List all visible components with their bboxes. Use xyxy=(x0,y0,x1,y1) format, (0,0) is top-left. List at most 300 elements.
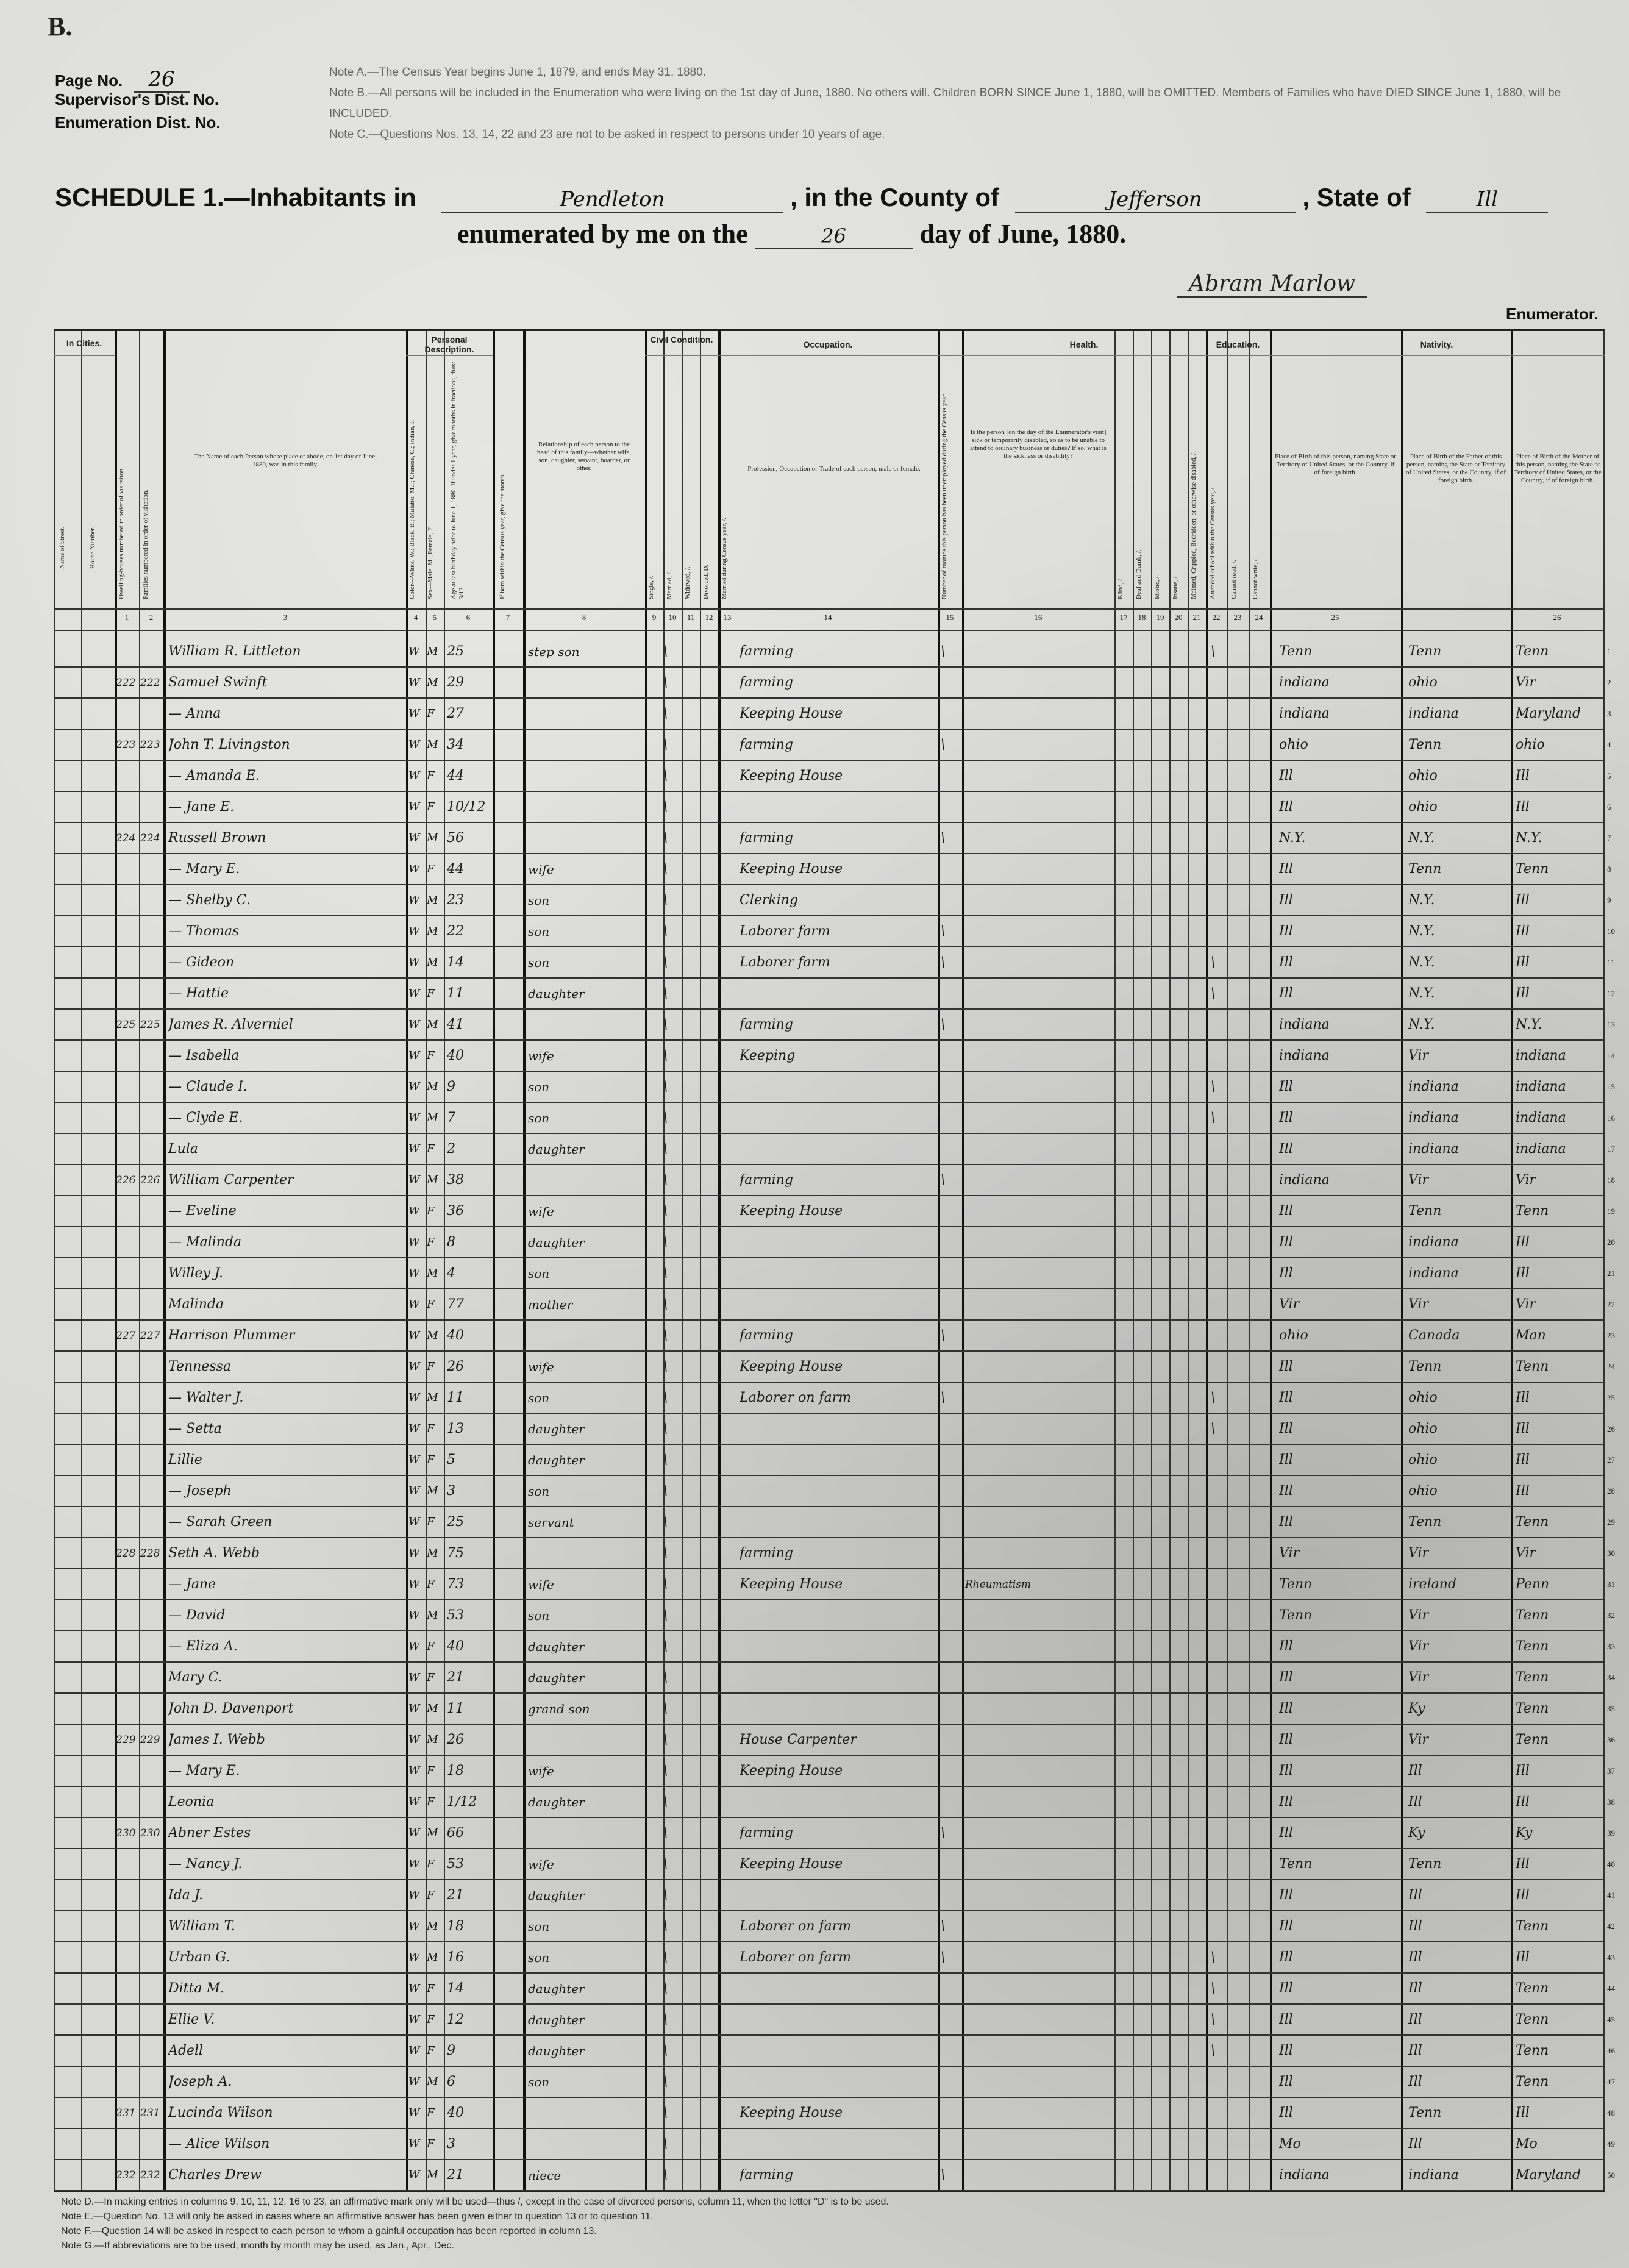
cell-age: 18 xyxy=(447,1919,464,1934)
cell-name: — Jane E. xyxy=(168,799,235,815)
cell-sch xyxy=(1211,1693,1227,1725)
line-number: 47 xyxy=(1607,2077,1615,2086)
cell-fbp: indiana xyxy=(1408,2167,1459,2183)
cell-sch xyxy=(1211,1227,1227,1258)
cell-age: 40 xyxy=(447,2105,464,2120)
column-number: 20 xyxy=(1174,613,1183,622)
cell-mbp: Ill xyxy=(1516,2105,1530,2120)
cell-fbp: N.Y. xyxy=(1408,924,1435,939)
cell-occ xyxy=(740,1880,935,1911)
cell-mbp: indiana xyxy=(1516,1048,1566,1063)
cell-civ: \ xyxy=(663,1048,668,1063)
line-number: 4 xyxy=(1607,740,1611,749)
cell-dw: 229 xyxy=(116,1734,136,1746)
cell-sch xyxy=(1211,1289,1227,1321)
table-row xyxy=(54,1133,1615,1165)
table-row xyxy=(54,947,1615,979)
cell-fam xyxy=(140,885,162,916)
cell-mbp: N.Y. xyxy=(1516,1017,1542,1032)
cell-bp: Ill xyxy=(1279,768,1293,783)
cell-sick xyxy=(965,1320,1111,1352)
cell-occ xyxy=(740,1258,935,1289)
cell-mbp: Tenn xyxy=(1516,1919,1549,1934)
cell-unemp xyxy=(941,1258,960,1289)
cell-sex: M xyxy=(427,1391,438,1404)
group-health: Health. xyxy=(1069,340,1099,349)
colhead-single: Single, /. xyxy=(647,575,655,599)
cell-sick xyxy=(965,1040,1111,1072)
cell-sch: \ xyxy=(1211,1110,1216,1125)
cell-name: — Anna xyxy=(168,706,221,721)
cell-occ xyxy=(740,1600,935,1631)
cell-age: 73 xyxy=(447,1577,464,1592)
cell-mbp: Tenn xyxy=(1516,644,1549,659)
cell-sex: M xyxy=(427,1920,438,1933)
cell-sch xyxy=(1211,1351,1227,1383)
cell-sick xyxy=(965,1413,1111,1445)
cell-bp: Ill xyxy=(1279,1514,1293,1530)
cell-fam: 228 xyxy=(140,1547,160,1560)
cell-sex: F xyxy=(427,1858,435,1870)
line-number: 6 xyxy=(1607,802,1611,811)
cell-name: — Joseph xyxy=(168,1483,232,1499)
cell-civ: \ xyxy=(663,1483,668,1499)
cell-color: W xyxy=(408,769,420,782)
cell-sch xyxy=(1211,667,1227,699)
cell-civ: \ xyxy=(663,1608,668,1623)
cell-sex: F xyxy=(427,1298,435,1311)
line-number: 21 xyxy=(1607,1269,1615,1278)
cell-age: 2 xyxy=(447,1141,455,1157)
cell-dw xyxy=(116,1973,138,2005)
cell-rel: wife xyxy=(528,1360,554,1374)
cell-rel: daughter xyxy=(528,1235,585,1250)
cell-occ: Keeping House xyxy=(740,1359,843,1374)
line-number: 20 xyxy=(1607,1238,1615,1247)
cell-unemp: \ xyxy=(941,924,946,939)
cell-name: Lula xyxy=(168,1141,198,1157)
line-number: 50 xyxy=(1607,2170,1615,2180)
cell-mbp: Tenn xyxy=(1516,2012,1549,2027)
cell-occ: Keeping House xyxy=(740,1577,843,1592)
cell-dw xyxy=(116,1071,138,1103)
cell-color: W xyxy=(408,1329,420,1342)
cell-dw: 230 xyxy=(116,1827,136,1839)
cell-name: — Mary E. xyxy=(168,861,240,877)
cell-fam xyxy=(140,1507,162,1538)
cell-sex: F xyxy=(427,1671,435,1684)
table-row xyxy=(54,2066,1615,2098)
table-row xyxy=(54,2128,1615,2160)
cell-dw: 224 xyxy=(116,832,136,844)
cell-sick xyxy=(965,1227,1111,1258)
colhead-cannot-write: Cannot write, /. xyxy=(1252,557,1259,599)
cell-age: 3 xyxy=(447,1483,455,1499)
cell-name: Urban G. xyxy=(168,1950,230,1965)
cell-sick xyxy=(965,698,1111,730)
cell-bp: indiana xyxy=(1279,675,1330,690)
colhead-house: House Number. xyxy=(89,526,96,569)
cell-color: W xyxy=(408,1205,420,1218)
cell-unemp xyxy=(941,978,960,1010)
cell-fbp: ohio xyxy=(1408,1452,1438,1467)
cell-color: W xyxy=(408,1827,420,1839)
colhead-mother-birthplace: Place of Birth of the Mother of this person, naming the State or Territory of United States, or the Country, if of foreign birth. xyxy=(1514,453,1602,484)
cell-sex: F xyxy=(427,1049,435,1062)
cell-age: 53 xyxy=(447,1856,464,1872)
group-education: Education. xyxy=(1216,340,1260,349)
cell-age: 23 xyxy=(447,893,464,908)
cell-rel: servant xyxy=(528,1515,574,1530)
cell-sick xyxy=(965,978,1111,1010)
note-c: Note C.—Questions Nos. 13, 14, 22 and 23 are not to be asked in respect to persons under 10 years of age. xyxy=(329,128,885,141)
cell-color: W xyxy=(408,1889,420,1902)
cell-mbp: Ill xyxy=(1516,1452,1530,1467)
cell-fam xyxy=(140,854,162,885)
cell-sick xyxy=(965,791,1111,823)
cell-sick xyxy=(965,2066,1111,2098)
cell-mbp: Ill xyxy=(1516,768,1530,783)
cell-bp: Ill xyxy=(1279,1919,1293,1934)
cell-occ: farming xyxy=(740,1328,793,1343)
line-number: 37 xyxy=(1607,1766,1615,1775)
cell-sick xyxy=(965,1475,1111,1507)
cell-unemp xyxy=(941,1569,960,1600)
line-number: 30 xyxy=(1607,1549,1615,1558)
cell-unemp xyxy=(941,2128,960,2160)
cell-occ xyxy=(740,1693,935,1725)
cell-sick xyxy=(965,1507,1111,1538)
cell-sex: F xyxy=(427,1516,435,1528)
cell-fbp: Vir xyxy=(1408,1639,1429,1654)
column-number: 12 xyxy=(705,613,713,622)
line-number: 34 xyxy=(1607,1673,1615,1682)
cell-occ xyxy=(740,2066,935,2098)
cell-color: W xyxy=(408,1143,420,1155)
column-number: 8 xyxy=(582,613,586,622)
cell-fbp: N.Y. xyxy=(1408,893,1435,908)
cell-bp: Ill xyxy=(1279,799,1293,815)
cell-color: W xyxy=(408,1858,420,1870)
cell-fbp: Ky xyxy=(1408,1825,1425,1841)
cell-unemp xyxy=(941,1724,960,1756)
cell-rel: niece xyxy=(528,2168,561,2183)
cell-rel: daughter xyxy=(528,1639,585,1654)
cell-unemp xyxy=(941,1475,960,1507)
cell-dw xyxy=(116,978,138,1010)
cell-name: Lucinda Wilson xyxy=(168,2105,273,2120)
cell-rel: daughter xyxy=(528,1453,585,1467)
cell-mbp: Ill xyxy=(1516,799,1530,815)
cell-name: William Carpenter xyxy=(168,1172,294,1188)
cell-name: Harrison Plummer xyxy=(168,1328,295,1343)
cell-bp: indiana xyxy=(1279,1017,1330,1032)
line-number: 19 xyxy=(1607,1207,1615,1216)
cell-name: — David xyxy=(168,1608,226,1623)
cell-sex: F xyxy=(427,863,435,875)
cell-fam xyxy=(140,2066,162,2098)
cell-civ: \ xyxy=(663,1172,668,1188)
cell-mbp: Vir xyxy=(1516,1297,1536,1312)
cell-name: — Shelby C. xyxy=(168,893,251,908)
cell-fbp: indiana xyxy=(1408,1141,1459,1157)
cell-occ: Keeping House xyxy=(740,861,843,877)
cell-color: W xyxy=(408,1733,420,1746)
cell-sick xyxy=(965,667,1111,699)
cell-fbp: Tenn xyxy=(1408,1204,1442,1219)
table-row xyxy=(54,1351,1615,1383)
cell-color: W xyxy=(408,2075,420,2088)
cell-sch xyxy=(1211,760,1227,792)
cell-bp: Ill xyxy=(1279,986,1293,1001)
cell-bp: Tenn xyxy=(1279,644,1313,659)
cell-bp: indiana xyxy=(1279,706,1330,721)
cell-fam xyxy=(140,791,162,823)
cell-dw: 222 xyxy=(116,677,136,689)
cell-unemp: \ xyxy=(941,830,946,846)
cell-fbp: indiana xyxy=(1408,1235,1459,1250)
group-nativity: Nativity. xyxy=(1420,340,1453,349)
cell-bp: N.Y. xyxy=(1279,830,1306,846)
column-number: 6 xyxy=(466,613,471,622)
cell-mbp: Ill xyxy=(1516,1235,1530,1250)
cell-rel: daughter xyxy=(528,986,585,1001)
cell-bp: Ill xyxy=(1279,1359,1293,1374)
line-number: 26 xyxy=(1607,1424,1615,1433)
cell-fam xyxy=(140,1444,162,1476)
cell-rel: son xyxy=(528,1950,550,1965)
cell-sick xyxy=(965,1071,1111,1103)
table-row xyxy=(54,1662,1615,1694)
line-number: 16 xyxy=(1607,1113,1615,1122)
cell-sex: M xyxy=(427,738,438,751)
cell-occ: farming xyxy=(740,1017,793,1032)
cell-age: 75 xyxy=(447,1546,464,1561)
cell-occ: farming xyxy=(740,1172,793,1188)
cell-rel: grand son xyxy=(528,1702,590,1716)
schedule-heading xyxy=(55,183,1548,213)
table-row xyxy=(54,1196,1615,1227)
cell-color: W xyxy=(408,863,420,875)
cell-bp: Ill xyxy=(1279,1235,1293,1250)
cell-civ: \ xyxy=(663,1577,668,1592)
cell-civ: \ xyxy=(663,1235,668,1250)
line-number: 23 xyxy=(1607,1331,1615,1340)
cell-rel: daughter xyxy=(528,1422,585,1436)
cell-sick xyxy=(965,1662,1111,1694)
table-row xyxy=(54,822,1611,854)
cell-sch xyxy=(1211,1475,1227,1507)
cell-occ: Keeping House xyxy=(740,768,843,783)
cell-dw xyxy=(116,1258,138,1289)
cell-age: 40 xyxy=(447,1639,464,1654)
cell-dw: 232 xyxy=(116,2169,136,2181)
cell-sick xyxy=(965,947,1111,979)
cell-name: — Sarah Green xyxy=(168,1514,273,1530)
cell-name: William R. Littleton xyxy=(168,644,301,659)
cell-civ: \ xyxy=(663,1981,668,1996)
cell-fam xyxy=(140,698,162,730)
cell-dw xyxy=(116,2035,138,2067)
cell-dw xyxy=(116,760,138,792)
cell-sex: F xyxy=(427,769,435,782)
cell-bp: Ill xyxy=(1279,1204,1293,1219)
cell-name: Ida J. xyxy=(168,1888,203,1903)
cell-sch xyxy=(1211,916,1227,947)
cell-sex: M xyxy=(427,956,438,969)
cell-mbp: Mo xyxy=(1516,2136,1538,2152)
header-labels xyxy=(55,67,221,137)
cell-age: 21 xyxy=(447,1670,464,1685)
footnote-e: Note E.—Question No. 13 will only be asked in cases where an affirmative answer has been given either to question 13 or to question 11. xyxy=(61,2211,654,2222)
cell-unemp xyxy=(941,1693,960,1725)
cell-color: W xyxy=(408,645,420,658)
cell-mbp: Ill xyxy=(1516,955,1530,970)
group-occupation: Occupation. xyxy=(803,340,853,349)
cell-bp: Ill xyxy=(1279,1794,1293,1810)
cell-bp: Tenn xyxy=(1279,1608,1313,1623)
table-row xyxy=(54,1320,1615,1352)
cell-sick xyxy=(965,854,1111,885)
cell-name: Malinda xyxy=(168,1297,224,1312)
cell-dw xyxy=(116,1600,138,1631)
cell-sch xyxy=(1211,1507,1227,1538)
cell-color: W xyxy=(408,1049,420,1062)
cell-dw xyxy=(116,1631,138,1663)
column-number: 14 xyxy=(824,613,832,622)
cell-color: W xyxy=(408,1702,420,1715)
cell-civ: \ xyxy=(663,2136,668,2152)
cell-rel: daughter xyxy=(528,1142,585,1157)
cell-mbp: Penn xyxy=(1516,1577,1550,1592)
colhead-maimed: Maimed, Crippled, Bedridden, or otherwise disabled, /. xyxy=(1190,451,1197,599)
cell-bp: Tenn xyxy=(1279,1577,1313,1592)
table-row xyxy=(54,1911,1615,1942)
footnote-f: Note F.—Question 14 will be asked in respect to each person to whom a gainful occupation has been reported in column 13. xyxy=(61,2226,597,2236)
cell-rel: step son xyxy=(528,644,580,659)
cell-fam xyxy=(140,1880,162,1911)
cell-color: W xyxy=(408,1174,420,1186)
cell-bp: Vir xyxy=(1279,1297,1300,1312)
cell-mbp: Tenn xyxy=(1516,2043,1549,2058)
cell-color: W xyxy=(408,1391,420,1404)
table-row xyxy=(54,1817,1615,1849)
cell-sex: F xyxy=(427,1205,435,1218)
cell-fbp: indiana xyxy=(1408,1079,1459,1094)
cell-civ: \ xyxy=(663,644,668,659)
cell-name: Mary C. xyxy=(168,1670,223,1685)
table-row xyxy=(54,1102,1615,1134)
line-number: 31 xyxy=(1607,1580,1615,1589)
cell-civ: \ xyxy=(663,1390,668,1405)
county-label: , in the County of xyxy=(790,183,1000,212)
cell-sick xyxy=(965,760,1111,792)
cell-mbp: Ill xyxy=(1516,1483,1530,1499)
line-number: 2 xyxy=(1607,678,1611,687)
cell-bp: ohio xyxy=(1279,737,1308,752)
cell-sick: Rheumatism xyxy=(965,1578,1032,1591)
cell-age: 41 xyxy=(447,1017,464,1032)
cell-occ xyxy=(740,1631,935,1663)
corner-letter: B. xyxy=(48,12,73,41)
enumeration-label: Enumeration Dist. No. xyxy=(55,113,221,132)
cell-fbp: Vir xyxy=(1408,1732,1429,1747)
cell-bp: Ill xyxy=(1279,2074,1293,2089)
cell-dw: 226 xyxy=(116,1174,136,1186)
cell-fam xyxy=(140,1600,162,1631)
cell-rel: daughter xyxy=(528,1795,585,1810)
cell-mbp: Ill xyxy=(1516,1390,1530,1405)
cell-name: Ditta M. xyxy=(168,1981,224,1996)
cell-color: W xyxy=(408,894,420,907)
cell-fam xyxy=(140,1662,162,1694)
column-number: 19 xyxy=(1156,613,1164,622)
cell-occ: farming xyxy=(740,1546,793,1561)
cell-bp: Ill xyxy=(1279,1763,1293,1778)
column-number: 21 xyxy=(1192,613,1201,622)
cell-name: Adell xyxy=(168,2043,204,2058)
cell-age: 40 xyxy=(447,1048,464,1063)
cell-occ xyxy=(740,791,935,823)
line-number: 36 xyxy=(1607,1735,1615,1744)
cell-color: W xyxy=(408,1920,420,1933)
cell-mbp: Tenn xyxy=(1516,1639,1549,1654)
cell-fam xyxy=(140,1289,162,1321)
cell-unemp xyxy=(941,885,960,916)
cell-sex: F xyxy=(427,1143,435,1155)
cell-fbp: ohio xyxy=(1408,1483,1438,1499)
cell-sick xyxy=(965,822,1111,854)
cell-dw: 223 xyxy=(116,739,136,751)
cell-fbp: Vir xyxy=(1408,1546,1429,1561)
cell-civ: \ xyxy=(663,1110,668,1125)
line-number: 15 xyxy=(1607,1082,1615,1091)
cell-civ: \ xyxy=(663,1950,668,1965)
table-row xyxy=(54,1631,1615,1663)
note-b: Note B.—All persons will be included in the Enumeration who were living on the 1st day of June, 1880. No others will. Children BORN SINCE June 1, 1880, will be OMITTED. Members of Families who have DIED SINCE June 1, 1880, will be INCLUDED. xyxy=(329,87,1561,120)
cell-bp: Ill xyxy=(1279,1950,1293,1965)
column-number: 4 xyxy=(413,613,418,622)
line-number: 7 xyxy=(1607,833,1611,843)
line-number: 42 xyxy=(1607,1922,1615,1931)
cell-name: Charles Drew xyxy=(168,2167,262,2183)
cell-civ: \ xyxy=(663,675,668,690)
cell-color: W xyxy=(408,956,420,969)
cell-unemp xyxy=(941,1631,960,1663)
cell-civ: \ xyxy=(663,1017,668,1032)
cell-civ: \ xyxy=(663,1825,668,1841)
cell-sick xyxy=(965,729,1111,761)
cell-mbp: Ill xyxy=(1516,1266,1530,1281)
cell-occ xyxy=(740,1071,935,1103)
cell-color: W xyxy=(408,1267,420,1280)
table-row xyxy=(54,1880,1615,1911)
cell-fbp: Vir xyxy=(1408,1670,1429,1685)
cell-bp: Ill xyxy=(1279,1079,1293,1094)
cell-sex: M xyxy=(427,1329,438,1342)
cell-name: — Nancy J. xyxy=(168,1856,243,1872)
cell-mbp: Ill xyxy=(1516,1950,1530,1965)
line-number: 33 xyxy=(1607,1642,1615,1651)
cell-color: W xyxy=(408,1671,420,1684)
cell-rel: son xyxy=(528,924,550,939)
cell-civ: \ xyxy=(663,2167,668,2183)
cell-color: W xyxy=(408,1422,420,1435)
cell-occ xyxy=(740,1507,935,1538)
cell-sch xyxy=(1211,1755,1227,1787)
cell-rel: son xyxy=(528,1484,550,1499)
cell-sex: M xyxy=(427,1733,438,1746)
